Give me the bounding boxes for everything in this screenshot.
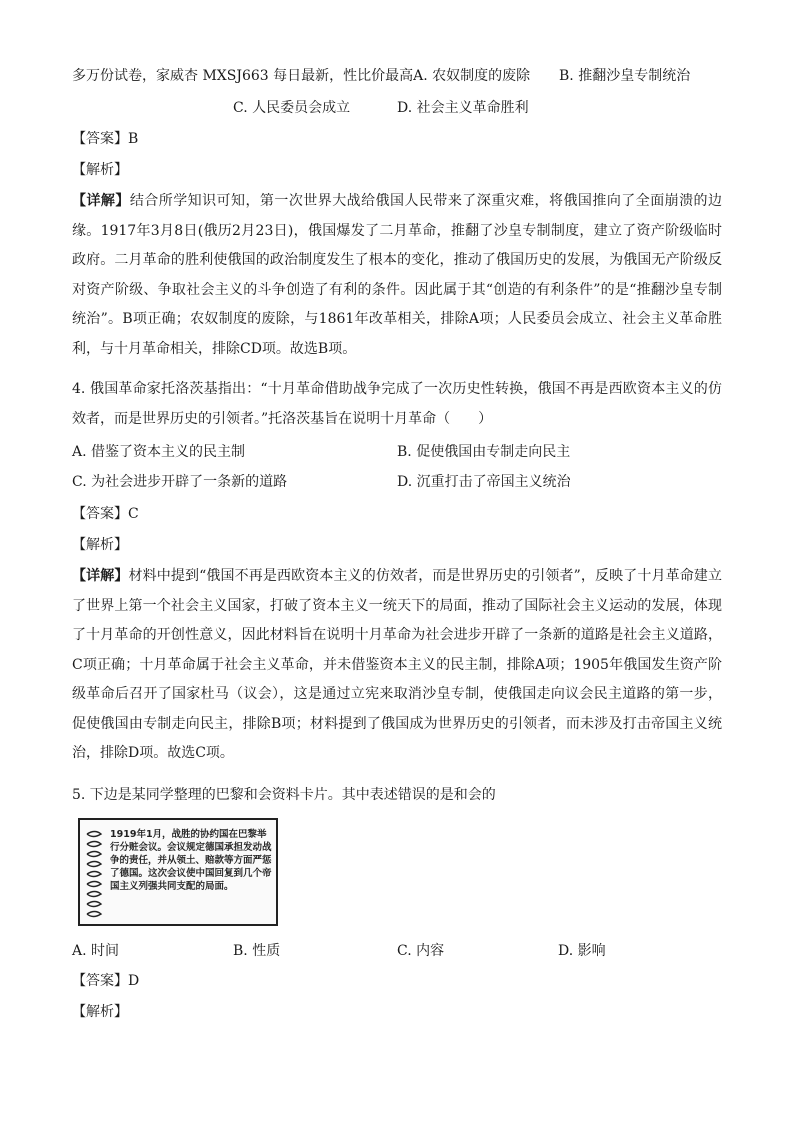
q4-analysis-label: 【解析】 <box>72 537 128 553</box>
q4-option-a: A. 借鉴了资本主义的民主制 <box>72 444 246 460</box>
q5-stem: 5. 下边是某同学整理的巴黎和会资料卡片。其中表述错误的是和会的 <box>72 787 496 803</box>
card-text: 1919年1月，战胜的协约国在巴黎举行分赃会议。会议规定德国承担发动战争的责任，并从领土、赔款等方面严惩了德国。这次会议使中国回复到几个帝国主义列强共同支配的局面。 <box>110 829 272 892</box>
q3-lead-line <box>72 66 530 86</box>
q4-option-c: C. 为社会进步开辟了一条新的道路 <box>72 474 288 490</box>
q3-lead-text: 多万份试卷，家威杏 MXSJ663 每日最新，性比价最高 <box>72 68 414 84</box>
q4-detail <box>72 562 722 769</box>
q3-option-c: C. 人民委员会成立 <box>233 100 351 116</box>
q5-option-c: C. 内容 <box>397 943 445 959</box>
q3-detail-label: 【详解】 <box>72 193 130 209</box>
q3-analysis-label: 【解析】 <box>72 162 128 178</box>
q5-analysis-label: 【解析】 <box>72 1004 128 1020</box>
q3-option-a: A. 农奴制度的废除 <box>413 68 531 84</box>
q3-detail-text: 结合所学知识可知，第一次世界大战给俄国人民带来了深重灾难，将俄国推向了全面崩溃的边缘。1917年3月8日(俄历2月23日)，俄国爆发了二月革命，推翻了沙皇专制制度，建立了资产阶级临时政府。二月革命的胜利使俄国的政治制度发生了根本的变化，推动了俄国历史的发展，为俄国无产阶级反对资产阶级、争取社会主义的斗争创造了有利的条件。因此属于其“创造的有利条件”的是“推翻沙皇专制统治”。B项正确；农奴制度的废除，与1861年改革相关，排除A项；人民委员会成立、社会主义革命胜利，与十月革命相关，排除CD项。故选B项。 <box>72 193 723 357</box>
q3-option-b: B. 推翻沙皇专制统治 <box>559 68 691 84</box>
q4-answer: 【答案】C <box>72 506 139 522</box>
q5-answer: 【答案】D <box>72 973 140 989</box>
q3-answer: 【答案】B <box>72 131 139 147</box>
data-card-image <box>78 818 278 926</box>
q5-option-a: A. 时间 <box>72 943 120 959</box>
q3-option-d: D. 社会主义革命胜利 <box>397 100 529 116</box>
q3-detail <box>72 187 722 364</box>
q5-option-d: D. 影响 <box>558 943 606 959</box>
q4-detail-text: 材料中提到“俄国不再是西欧资本主义的仿效者，而是世界历史的引领者”，反映了十月革命建立了世界上第一个社会主义国家，打破了资本主义一统天下的局面，推动了国际社会主义运动的发展，体现了十月革命的开创性意义，因此材料旨在说明十月革命为社会进步开辟了一条新的道路是社会主义道路，C项正确；十月革命属于社会主义革命，并未借鉴资本主义的民主制，排除A项；1905年俄国发生资产阶级革命后召开了国家杜马（议会），这是通过立宪来取消沙皇专制，使俄国走向议会民主道路的第一步，促使俄国由专制走向民主，排除B项；材料提到了俄国成为世界历史的引领者，而未涉及打击帝国主义统治，排除D项。故选C项。 <box>72 568 723 761</box>
q5-option-b: B. 性质 <box>233 943 281 959</box>
q4-detail-label: 【详解】 <box>72 568 129 584</box>
q4-stem: 4. 俄国革命家托洛茨基指出：“十月革命借助战争完成了一次历史性转换，俄国不再是西欧资本主义的仿效者，而是世界历史的引领者。”托洛茨基旨在说明十月革命（ ） <box>72 381 722 427</box>
binder-rings-icon <box>83 828 105 924</box>
q4-option-b: B. 促使俄国由专制走向民主 <box>397 444 571 460</box>
q4-option-d: D. 沉重打击了帝国主义统治 <box>397 474 571 490</box>
